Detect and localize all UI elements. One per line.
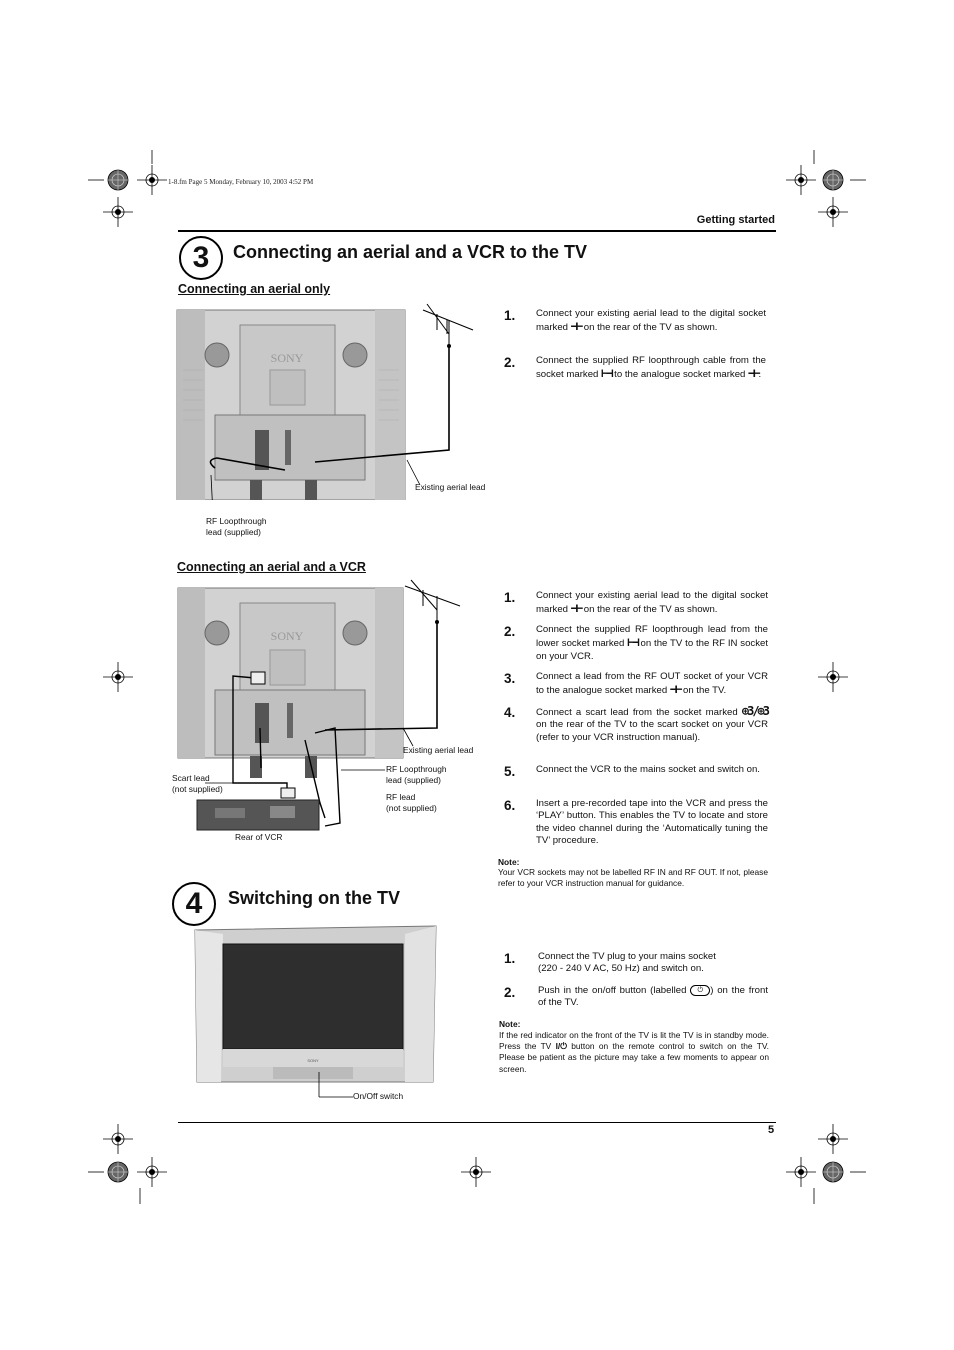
print-slug: 1-8.fm Page 5 Monday, February 10, 2003 4:52 PM xyxy=(168,178,314,186)
note-text-2: If the red indicator on the front of the TV is lit the TV is in standby mode. Press the TV I/⏻ button on the remote control to switch on the TV. Please be patient as the picture may take a few moments to appear on screen. xyxy=(499,1030,769,1074)
step-number: 3. xyxy=(504,671,516,686)
section-4-number: 4 xyxy=(172,882,216,926)
aerial-only-subtitle: Connecting an aerial only xyxy=(178,282,331,296)
caption-on-off-switch: On/Off switch xyxy=(353,1091,404,1101)
step-number: 5. xyxy=(504,764,516,779)
page-number: 5 xyxy=(768,1124,775,1136)
caption-rear-vcr: Rear of VCR xyxy=(235,832,283,842)
step-text: Connect your existing aerial lead to the digital socket marked ⊣⊢ on the rear of the TV as shown. xyxy=(536,308,766,334)
caption-rf-loopthrough-1-line2: lead (supplied) xyxy=(206,527,261,537)
scart-socket-icon: ⊕3/⊕3 xyxy=(741,704,768,718)
step-text: Connect a scart lead from the socket marked ⊕3/⊕3 on the rear of the TV to the scart socket on your VCR (refer to your VCR instruction manual). xyxy=(536,704,768,743)
footer-rule xyxy=(178,1122,776,1123)
tv-standby-icon: I/⏻ xyxy=(555,1041,567,1052)
step-number: 4. xyxy=(504,705,516,720)
sony-logo: SONY xyxy=(270,351,304,365)
sony-logo: SONY xyxy=(270,629,304,643)
step-text: Push in the on/off button (labelled ⏻ ) on the front of the TV. xyxy=(538,985,769,1009)
analogue-socket-icon: ⊣⊢ xyxy=(669,682,681,697)
step-text: Insert a pre-recorded tape into the VCR and press the ‘PLAY’ button. This enables the TV to locate and store the video channel during the ‘Automatically tuning the TV’ procedure. xyxy=(536,798,768,847)
step-number: 2. xyxy=(504,355,516,370)
step-text: Connect a lead from the RF OUT socket of your VCR to the analogue socket marked ⊣⊢ on the TV. xyxy=(536,671,768,697)
step-text: Connect the VCR to the mains socket and switch on. xyxy=(536,764,760,775)
caption-rf-loopthrough-2-line1: RF Loopthrough xyxy=(386,764,447,774)
step-number: 1. xyxy=(504,590,516,605)
caption-rf-loopthrough-1-line1: RF Loopthrough xyxy=(206,516,267,526)
header-rule xyxy=(178,230,776,232)
step-text: Connect your existing aerial lead to the digital socket marked ⊣⊢ on the rear of the TV as shown. xyxy=(536,590,768,616)
sony-logo: SONY xyxy=(307,1058,319,1063)
caption-scart-line2: (not supplied) xyxy=(172,784,223,794)
step-number: 6. xyxy=(504,798,516,813)
digital-socket-icon: ⊣⊢ xyxy=(570,319,582,334)
digital-socket-icon: ⊣⊢ xyxy=(570,601,582,616)
caption-rf-loopthrough-2-line2: lead (supplied) xyxy=(386,775,441,785)
loopthrough-socket-icon: ⊢⊣ xyxy=(627,635,638,650)
step-text: Connect the TV plug to your mains socket (220 - 240 V AC, 50 Hz) and switch on. xyxy=(538,951,716,975)
note-heading-1: Note: xyxy=(498,857,520,867)
caption-existing-aerial-2: Existing aerial lead xyxy=(403,745,474,755)
step-number: 2. xyxy=(504,624,516,639)
note-text-1: Your VCR sockets may not be labelled RF IN and RF OUT. If not, please refer to your VCR instruction manual for guidance. xyxy=(498,867,768,889)
caption-rf-lead-line1: RF lead xyxy=(386,792,416,802)
caption-rf-lead-line2: (not supplied) xyxy=(386,803,437,813)
caption-existing-aerial-1: Existing aerial lead xyxy=(415,482,486,492)
tv-rear-aerial-vcr-illustration xyxy=(175,578,475,838)
section-4-title: Switching on the TV xyxy=(228,888,400,908)
section-3-number: 3 xyxy=(179,236,223,280)
power-button-icon: ⏻ xyxy=(690,985,710,996)
tv-front-illustration xyxy=(193,922,443,1107)
section-3-title: Connecting an aerial and a VCR to the TV xyxy=(233,242,588,262)
loopthrough-socket-icon: ⊢⊣ xyxy=(601,366,612,381)
caption-scart-line1: Scart lead xyxy=(172,773,210,783)
note-heading-2: Note: xyxy=(499,1019,521,1029)
step-number: 1. xyxy=(504,308,516,323)
step-text: Connect the supplied RF loopthrough cable from the socket marked ⊢⊣ to the analogue socket marked ⊣⊢. xyxy=(536,355,766,381)
analogue-socket-icon: ⊣⊢ xyxy=(748,366,759,381)
step-number: 2. xyxy=(504,985,516,1000)
step-number: 1. xyxy=(504,951,516,966)
running-header: Getting started xyxy=(696,214,775,226)
aerial-vcr-subtitle: Connecting an aerial and a VCR xyxy=(177,560,366,574)
step-text: Connect the supplied RF loopthrough lead from the lower socket marked ⊢⊣ on the TV to the RF IN socket on your VCR. xyxy=(536,624,768,662)
tv-rear-aerial-only-illustration xyxy=(175,300,495,500)
